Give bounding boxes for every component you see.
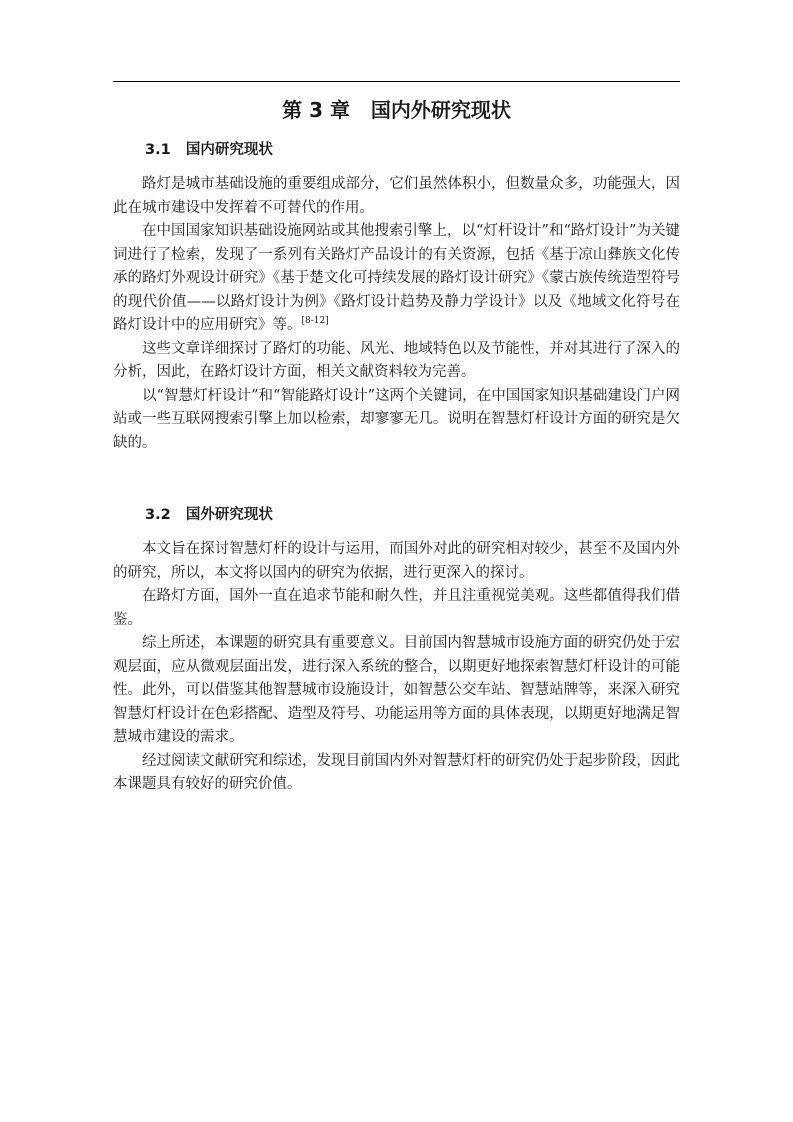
- section-body-3-1: [113, 173, 680, 455]
- paragraph-with-citation: [113, 220, 680, 338]
- paragraph: 这些文章详细探讨了路灯的功能、风光、地域特色以及节能性，并对其进行了深入的分析，因此，在路灯设计方面，相关文献资料较为完善。: [113, 340, 680, 380]
- paragraph: 路灯是城市基础设施的重要组成部分，它们虽然体积小，但数量众多，功能强大，因此在城市建设中发挥着不可替代的作用。: [113, 176, 680, 216]
- paragraph: 在路灯方面，国外一直在追求节能和耐久性，并且注重视觉美观。这些都值得我们借鉴。: [113, 588, 680, 628]
- paragraph: 综上所述，本课题的研究具有重要意义。目前国内智慧城市设施方面的研究仍处于宏观层面，应从微观层面出发，进行深入系统的整合，以期更好地探索智慧灯杆设计的可能性。此外，可以借鉴其他智慧城市设施设计，如智慧公交车站、智慧站牌等，来深入研究智慧灯杆设计在色彩搭配、造型及符号、功能运用等方面的具体表现，以期更好地满足智慧城市建设的需求。: [113, 635, 680, 745]
- citation-marker: [8-12]: [301, 316, 329, 327]
- section-heading-3-1: 3.1 国内研究现状: [145, 142, 273, 158]
- paragraph: 本文旨在探讨智慧灯杆的设计与运用，而国外对此的研究相对较少，甚至不及国内外的研究，所以，本文将以国内的研究为依据，进行更深入的探讨。: [113, 541, 680, 581]
- section-heading-3-2: 3.2 国外研究现状: [145, 507, 273, 523]
- paragraph: 经过阅读文献研究和综述，发现目前国内外对智慧灯杆的研究仍处于起步阶段，因此本课题具有较好的研究价值。: [113, 752, 680, 792]
- header-rule: [113, 81, 680, 82]
- paragraph-text: 在中国国家知识基础设施网站或其他搜索引擎上，以“灯杆设计”和“路灯设计”为关键词进行了检索，发现了一系列有关路灯产品设计的有关资源，包括《基于凉山彝族文化传承的路灯外观设计研究》《基于楚文化可持续发展的路灯设计研究》《蒙古族传统造型符号的现代价值——以路灯设计为例》《路灯设计趋势及静力学设计》以及《地域文化符号在路灯设计中的应用研究》等。: [113, 223, 680, 333]
- chapter-title: 第 3 章 国内外研究现状: [282, 98, 511, 122]
- section-body-3-2: [113, 538, 680, 797]
- paragraph: 以“智慧灯杆设计”和“智能路灯设计”这两个关键词，在中国国家知识基础建设门户网站或一些互联网搜索引擎上加以检索，却寥寥无几。说明在智慧灯杆设计方面的研究是欠缺的。: [113, 387, 680, 451]
